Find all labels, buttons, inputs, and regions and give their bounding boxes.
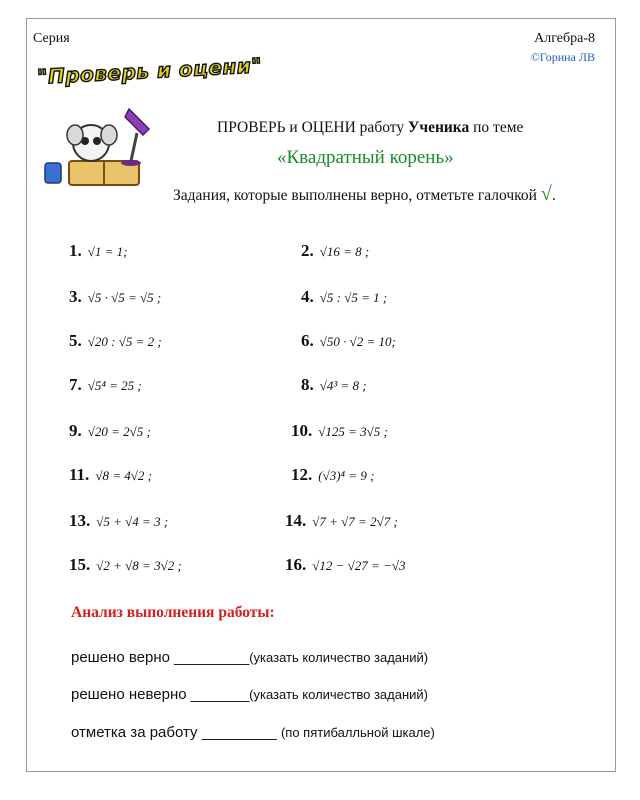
- analysis-row-note: (указать количество заданий): [249, 687, 429, 702]
- task-item: [69, 287, 161, 307]
- task-item: [291, 421, 388, 441]
- task-item: [301, 241, 369, 261]
- course-label: Алгебра-8: [534, 31, 595, 46]
- author-label: ©Горина ЛВ: [530, 50, 595, 64]
- task-item: [69, 465, 152, 485]
- task-expression: (√3)⁴ = 9 ;: [318, 468, 375, 483]
- task-number: 14.: [285, 511, 307, 530]
- task-item: [69, 511, 168, 531]
- task-item: [285, 555, 405, 575]
- analysis-row-note: (по пятибалльной шкале): [280, 725, 435, 740]
- task-number: 1.: [69, 241, 82, 260]
- task-item: [69, 241, 128, 261]
- instruction-bold: Ученика: [407, 119, 470, 136]
- task-number: 4.: [301, 287, 314, 306]
- task-number: 13.: [69, 511, 91, 530]
- logo-title: "Проверь и оцени": [36, 53, 263, 89]
- check-instruction-end: .: [551, 187, 556, 204]
- mascot-clipart-icon: [39, 99, 159, 199]
- task-expression: √20 : √5 = 2 ;: [87, 334, 162, 349]
- worksheet-page: [26, 18, 616, 772]
- analysis-row-incorrect: [71, 686, 428, 703]
- task-expression: √12 − √27 = −√3: [312, 558, 406, 573]
- task-number: 3.: [69, 287, 82, 306]
- task-number: 12.: [291, 465, 313, 484]
- analysis-title: Анализ выполнения работы:: [71, 604, 275, 621]
- series-label: Серия: [33, 31, 70, 46]
- task-number: 16.: [285, 555, 307, 574]
- check-instruction: [173, 183, 556, 206]
- task-item: [291, 465, 374, 485]
- task-number: 10.: [291, 421, 313, 440]
- instruction-line: [217, 119, 523, 137]
- task-number: 8.: [301, 375, 314, 394]
- task-expression: √16 = 8 ;: [319, 244, 370, 259]
- task-item: [69, 555, 182, 575]
- task-number: 7.: [69, 375, 82, 394]
- check-instruction-text: Задания, которые выполнены верно, отметьте галочкой: [173, 187, 541, 204]
- task-item: [301, 287, 387, 307]
- task-item: [69, 421, 151, 441]
- task-expression: √2 + √8 = 3√2 ;: [96, 558, 182, 573]
- task-expression: √1 = 1;: [87, 244, 128, 259]
- task-number: 15.: [69, 555, 91, 574]
- analysis-row-label: решено неверно _______: [71, 686, 250, 703]
- task-expression: √5 : √5 = 1 ;: [319, 290, 388, 305]
- analysis-row-note: (указать количество заданий): [249, 650, 429, 665]
- instruction-part: по теме: [469, 119, 524, 136]
- task-item: [285, 511, 398, 531]
- analysis-row-correct: [71, 649, 428, 666]
- task-number: 6.: [301, 331, 314, 350]
- task-item: [69, 375, 142, 395]
- task-number: 2.: [301, 241, 314, 260]
- analysis-row-grade: [71, 724, 435, 741]
- task-number: 11.: [69, 465, 90, 484]
- analysis-row-label: отметка за работу _________: [71, 724, 281, 741]
- topic-title: «Квадратный корень»: [277, 147, 454, 168]
- task-item: [301, 331, 396, 351]
- task-item: [301, 375, 367, 395]
- instruction-part: ПРОВЕРЬ и ОЦЕНИ работу: [217, 119, 408, 136]
- checkmark-icon: √: [540, 183, 552, 205]
- task-expression: √8 = 4√2 ;: [95, 468, 152, 483]
- task-expression: √5⁴ = 25 ;: [87, 378, 142, 393]
- task-expression: √7 + √7 = 2√7 ;: [312, 514, 398, 529]
- task-expression: √125 = 3√5 ;: [318, 424, 388, 439]
- task-item: [69, 331, 162, 351]
- task-expression: √5 · √5 = √5 ;: [87, 290, 162, 305]
- task-expression: √50 · √2 = 10;: [319, 334, 396, 349]
- task-number: 9.: [69, 421, 82, 440]
- task-number: 5.: [69, 331, 82, 350]
- task-expression: √5 + √4 = 3 ;: [96, 514, 169, 529]
- task-expression: √4³ = 8 ;: [319, 378, 367, 393]
- analysis-row-label: решено верно _________: [71, 649, 250, 666]
- task-expression: √20 = 2√5 ;: [87, 424, 151, 439]
